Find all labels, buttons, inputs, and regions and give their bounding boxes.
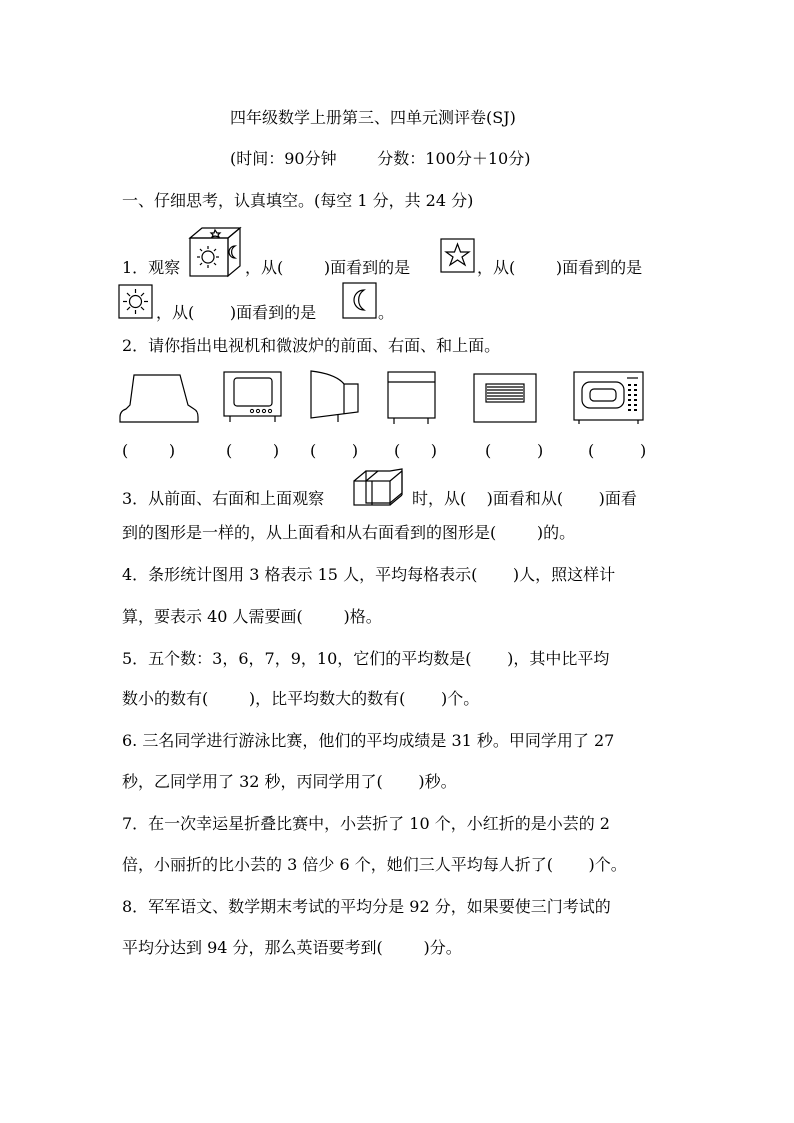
q8-line2: 平均分达到 94 分，那么英语要考到( )分。 (122, 938, 462, 957)
page-title: 四年级数学上册第三、四单元测评卷(SJ) (230, 108, 516, 127)
q5-line2: 数小的数有( )，比平均数大的数有( )个。 (122, 689, 480, 708)
exam-info: (时间：90分钟 分数：100分＋10分) (230, 149, 531, 168)
q6-line2: 秒，乙同学用了 32 秒，丙同学用了( )秒。 (122, 772, 457, 791)
tv-top-view-figure (118, 373, 200, 425)
q1-line2-part2: 。 (378, 303, 395, 322)
q6-line1: 6. 三名同学进行游泳比赛，他们的平均成绩是 31 秒。甲同学用了 27 (122, 731, 615, 750)
q7-line2: 倍，小丽折的比小芸的 3 倍少 6 个，她们三人平均每人折了( )个。 (122, 855, 627, 874)
q1-line2-part1: ，从( )面看到的是 (156, 303, 317, 322)
q3-line2: 到的图形是一样的，从上面看和从右面看到的图形是( )的。 (122, 523, 576, 542)
q7-line1: 7．在一次幸运星折叠比赛中，小芸折了 10 个，小红折的是小芸的 2 (122, 814, 610, 833)
cube-sun-star-moon-icon (188, 226, 244, 278)
q4-line1: 4．条形统计图用 3 格表示 15 人，平均每格表示( )人，照这样计 (122, 565, 616, 584)
q2-text: 2．请你指出电视机和微波炉的前面、右面、和上面。 (122, 336, 501, 355)
q1-line1-part2: ，从( )面看到的是 (245, 258, 411, 277)
q8-line1: 8．军军语文、数学期末考试的平均分是 92 分，如果要使三门考试的 (122, 897, 611, 916)
star-icon (440, 238, 476, 274)
q5-line1: 5．五个数：3，6，7，9，10，它们的平均数是( )，其中比平均 (122, 649, 610, 668)
microwave-front-view-figure (572, 370, 646, 426)
q2-blank-5[interactable]: ( ) (485, 441, 544, 460)
q2-blank-6[interactable]: ( ) (588, 441, 647, 460)
microwave-right-view-figure (472, 372, 540, 426)
q4-line2: 算，要表示 40 人需要画( )格。 (122, 607, 382, 626)
tv-right-view-figure (308, 368, 360, 424)
q1-line1-part3: ，从( )面看到的是 (477, 258, 643, 277)
q2-blank-4[interactable]: ( ) (394, 441, 437, 460)
microwave-top-view-figure (386, 370, 438, 426)
moon-icon (342, 282, 378, 320)
q2-blank-3[interactable]: ( ) (310, 441, 359, 460)
stacked-cubes-figure (352, 467, 410, 507)
q3-line1-part1: 3．从前面、右面和上面观察 (122, 489, 325, 508)
q1-line1-part1: 1．观察 (122, 258, 181, 277)
section-heading: 一、仔细思考，认真填空。(每空 1 分，共 24 分) (122, 191, 474, 210)
sun-icon (118, 284, 154, 320)
q2-blank-1[interactable]: ( ) (122, 441, 176, 460)
tv-front-view-figure (222, 370, 284, 424)
q3-line1-part2: 时，从( )面看和从( )面看 (412, 489, 637, 508)
q2-blank-2[interactable]: ( ) (226, 441, 280, 460)
